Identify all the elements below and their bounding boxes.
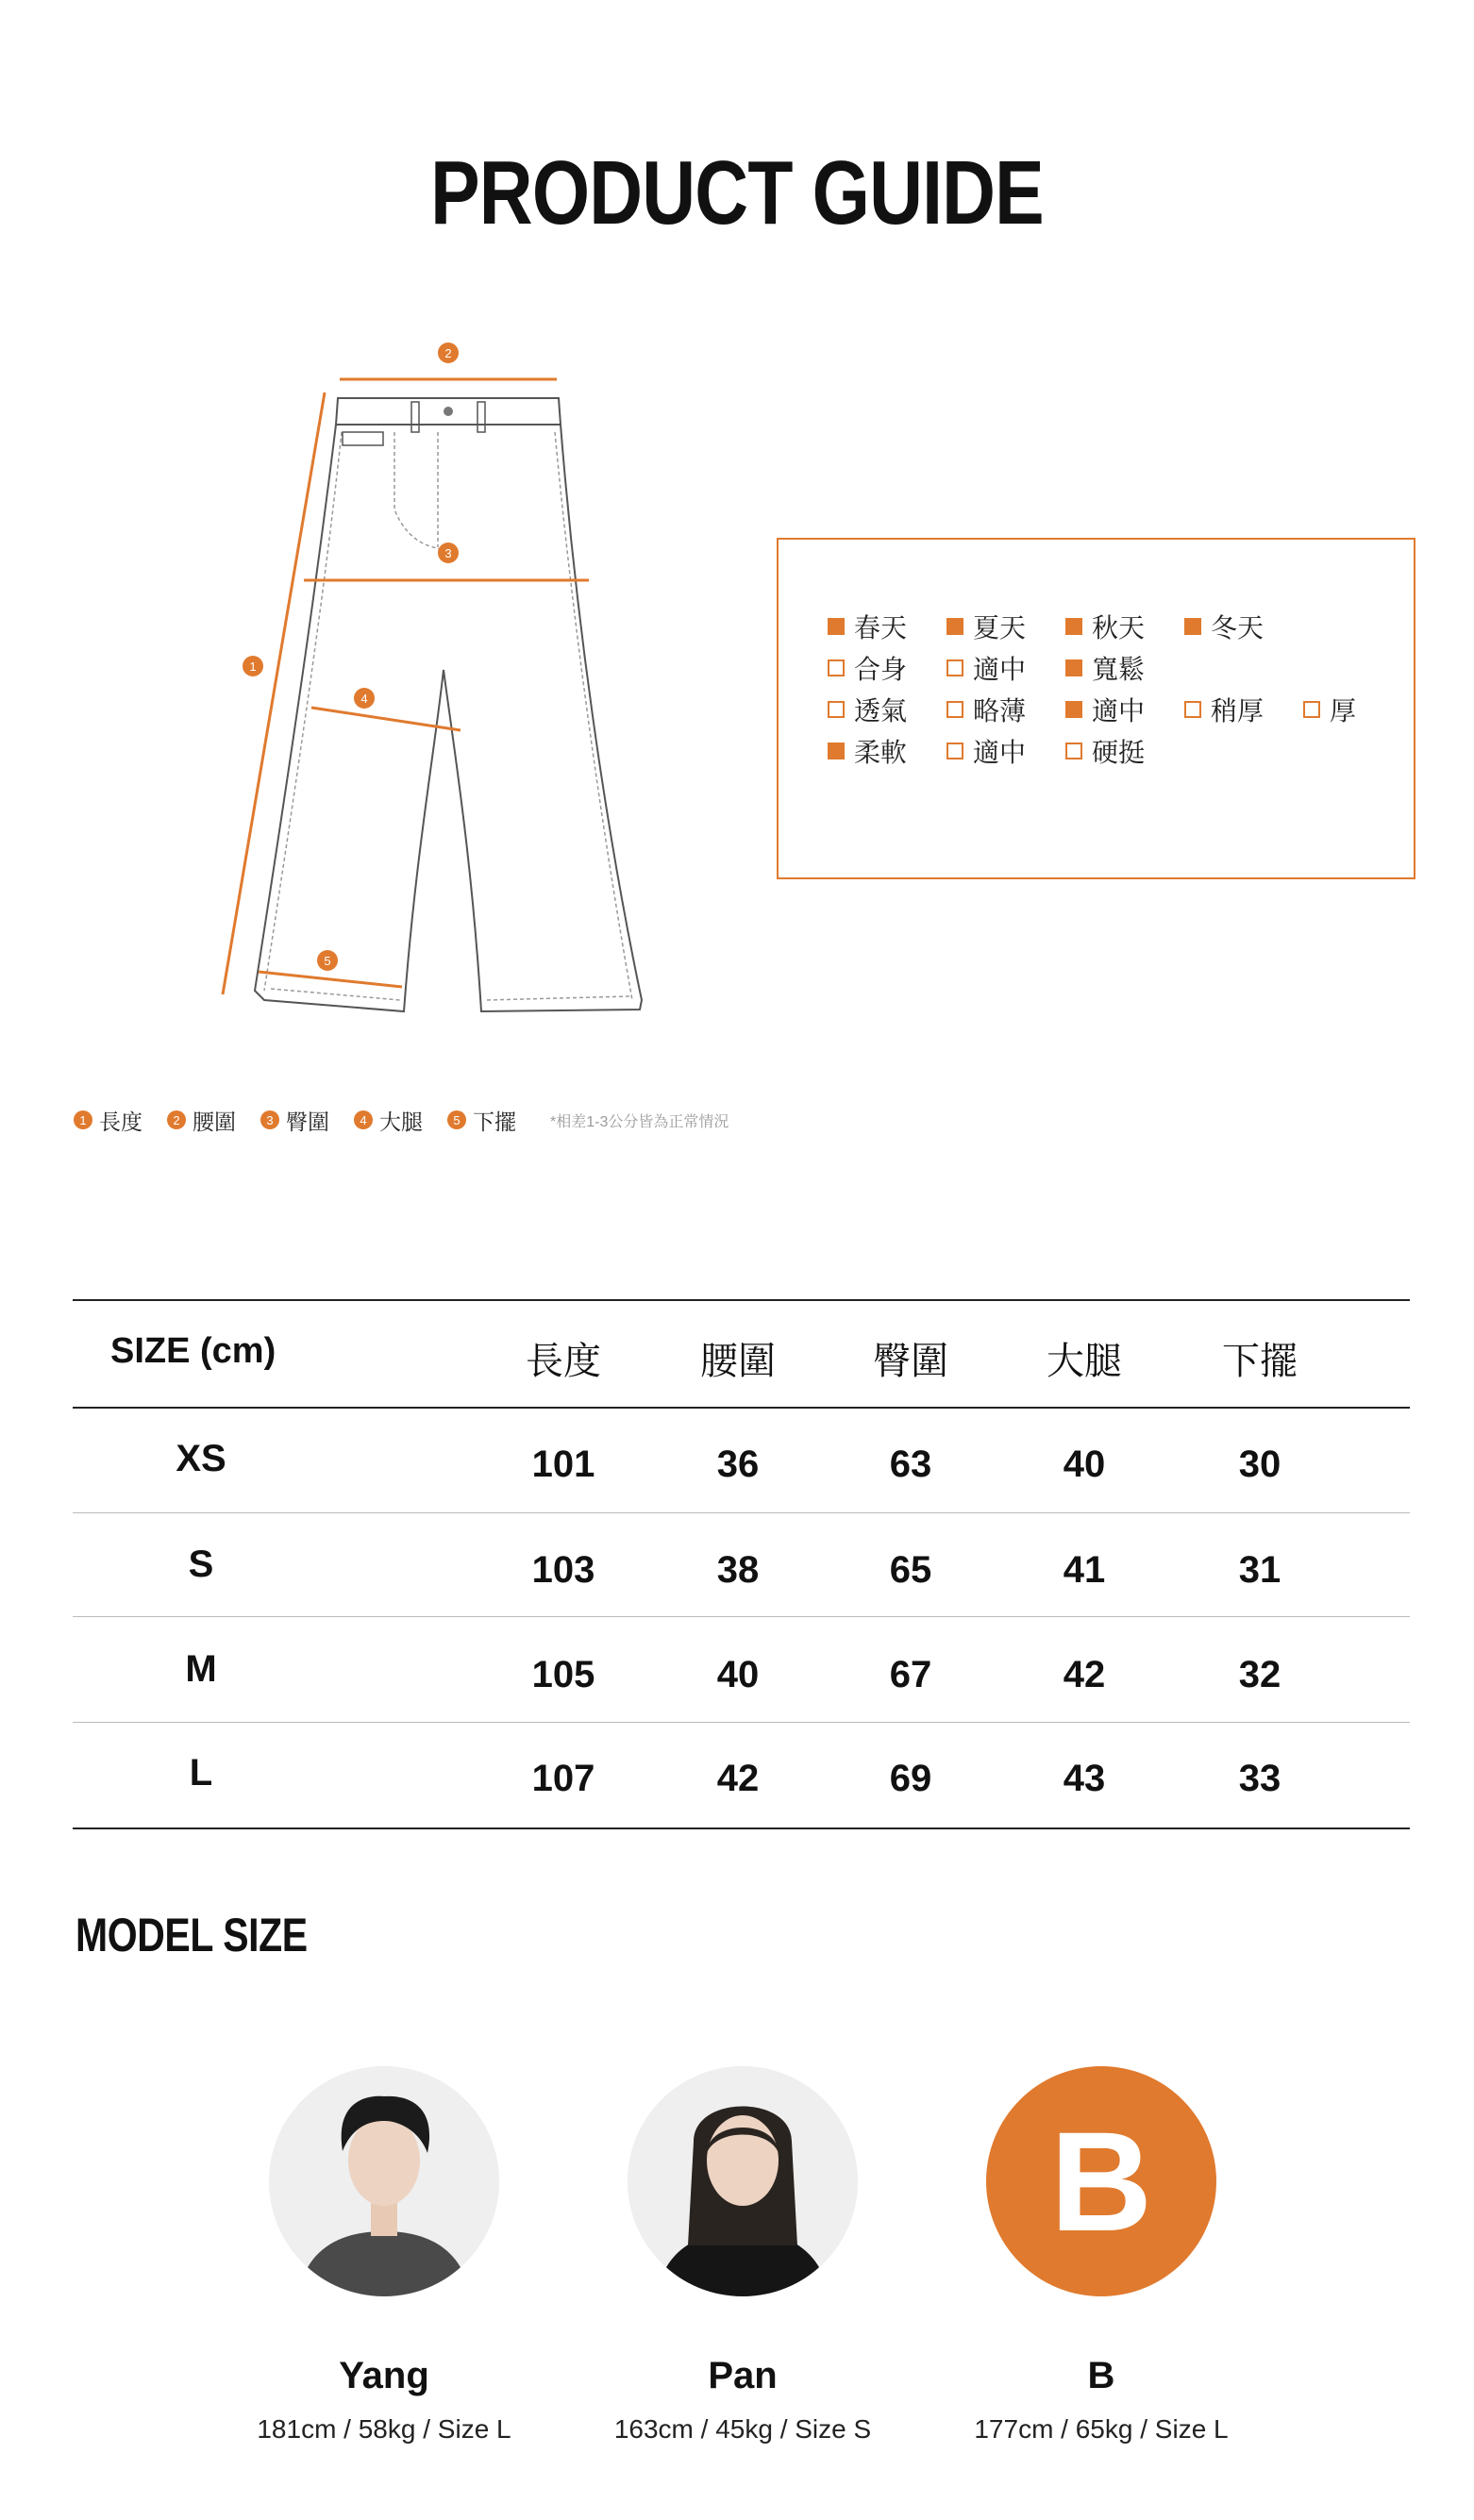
legend-label: 臀圍 [286,1109,329,1134]
table-divider [73,1616,1410,1617]
legend-number-badge: 4 [354,1110,373,1129]
model-card [922,2066,1281,2445]
checked-box-icon [828,743,845,759]
attribute-label: 柔軟 [854,738,908,767]
measurement-column-header: 下擺 [1222,1341,1298,1382]
unchecked-box-icon [946,743,963,759]
model-measurements: 177cm / 65kg / Size L [974,2414,1229,2444]
attribute-label: 冬天 [1211,613,1265,643]
table-divider [73,1722,1410,1723]
attribute-label: 寬鬆 [1092,655,1146,684]
attribute-row [828,608,1394,645]
attribute-label: 略薄 [973,696,1027,726]
checked-box-icon [1065,618,1082,635]
attribute-item [1065,608,1145,645]
avatar-letter: B [1049,2102,1153,2261]
attribute-item [1184,608,1264,645]
unchecked-box-icon [946,659,963,676]
model-name: B [1087,2355,1115,2396]
legend-item [447,1105,516,1136]
marker-3-label: 3 [444,546,452,560]
measurement-value: 101 [531,1444,595,1485]
measurement-value: 38 [716,1549,760,1591]
attribute-row [828,732,1394,770]
legend-item [354,1105,423,1136]
measurement-value: 32 [1238,1654,1281,1695]
model-card [563,2066,922,2445]
attribute-label: 稍厚 [1211,696,1265,726]
attribute-label: 夏天 [973,613,1027,643]
size-label: M [185,1648,217,1690]
measurement-value: 105 [531,1654,595,1695]
attribute-label: 適中 [973,738,1027,767]
model-name: Yang [339,2355,429,2396]
legend-label: 下擺 [473,1109,516,1134]
attribute-item [828,608,907,645]
legend-label: 長度 [99,1109,142,1134]
checked-box-icon [1065,659,1082,676]
measurement-value: 65 [889,1549,932,1591]
measurement-value: 31 [1238,1549,1281,1591]
model-size-title: MODEL SIZE [75,1909,308,1961]
attribute-label: 合身 [854,655,908,684]
model-card [205,2066,563,2445]
attribute-item [1065,732,1145,770]
measurement-value: 30 [1238,1444,1281,1485]
size-label: S [188,1544,214,1585]
attribute-item [946,691,1026,728]
model-avatar [628,2066,858,2296]
measurement-legend [74,1106,729,1134]
measurement-value: 43 [1063,1758,1106,1799]
measurement-value: 107 [531,1758,595,1799]
attribute-item [1184,691,1264,728]
measurement-column-header: 長度 [526,1341,601,1382]
legend-label: 大腿 [379,1109,423,1134]
model-measurements: 181cm / 58kg / Size L [257,2414,511,2444]
page-title: PRODUCT GUIDE [430,142,1044,243]
attribute-item [828,649,907,687]
legend-note: *相差1-3公分皆為正常情況 [550,1113,729,1130]
unchecked-box-icon [1184,701,1201,718]
unchecked-box-icon [828,659,845,676]
table-divider [73,1299,1410,1301]
unchecked-box-icon [1065,743,1082,759]
measurement-value: 36 [716,1444,760,1485]
fabric-attributes-box [777,538,1415,879]
attribute-label: 春天 [854,613,908,643]
model-avatar [986,2066,1216,2296]
attribute-label: 厚 [1330,696,1357,726]
size-column-header: SIZE (cm) [110,1331,276,1371]
measurement-value: 42 [1063,1654,1106,1695]
checked-box-icon [946,618,963,635]
measurement-column-header: 腰圍 [700,1341,776,1382]
legend-number-badge: 5 [447,1110,466,1129]
attribute-item [828,691,907,728]
marker-4-label: 4 [360,692,368,706]
attribute-item [828,732,907,770]
attribute-item [1065,649,1145,687]
legend-number-badge: 3 [260,1110,279,1129]
checked-box-icon [828,618,845,635]
attribute-item [1065,691,1145,728]
unchecked-box-icon [828,701,845,718]
measurement-value: 67 [889,1654,932,1695]
table-divider [73,1512,1410,1513]
marker-1-label: 1 [249,659,257,674]
legend-item [74,1105,142,1136]
model-avatar [269,2066,499,2296]
unchecked-box-icon [1303,701,1320,718]
size-label: L [189,1752,213,1794]
measurement-value: 69 [889,1758,932,1799]
measurement-column-header: 大腿 [1047,1341,1122,1382]
attribute-item [946,649,1026,687]
attribute-item [946,608,1026,645]
table-divider [73,1827,1410,1829]
checked-box-icon [1065,701,1082,718]
legend-label: 腰圍 [193,1109,236,1134]
measurement-value: 41 [1063,1549,1106,1591]
attribute-item [1303,691,1356,728]
attribute-label: 硬挺 [1092,738,1146,767]
unchecked-box-icon [946,701,963,718]
size-label: XS [176,1438,226,1479]
attribute-item [946,732,1026,770]
attribute-row [828,691,1394,728]
marker-2-label: 2 [444,346,452,360]
measurement-value: 42 [716,1758,760,1799]
table-divider [73,1407,1410,1409]
legend-item [167,1105,236,1136]
legend-item [260,1105,329,1136]
attribute-row [828,649,1394,687]
attribute-label: 適中 [1092,696,1146,726]
measurement-markers [243,342,459,971]
attribute-label: 適中 [973,655,1027,684]
measurement-value: 40 [1063,1444,1106,1485]
marker-5-label: 5 [324,954,331,968]
attribute-label: 透氣 [854,696,908,726]
measurement-value: 103 [531,1549,595,1591]
measurement-column-header: 臀圍 [873,1341,948,1382]
model-photo-icon [269,2066,499,2296]
pants-measurement-diagram [198,330,670,1047]
model-measurements: 163cm / 45kg / Size S [613,2414,872,2444]
measurement-value: 40 [716,1654,760,1695]
legend-number-badge: 2 [167,1110,186,1129]
checked-box-icon [1184,618,1201,635]
legend-number-badge: 1 [74,1110,92,1129]
model-name: Pan [708,2355,778,2396]
attribute-label: 秋天 [1092,613,1146,643]
model-photo-icon [628,2066,858,2296]
measurement-value: 63 [889,1444,932,1485]
measurement-value: 33 [1238,1758,1281,1799]
